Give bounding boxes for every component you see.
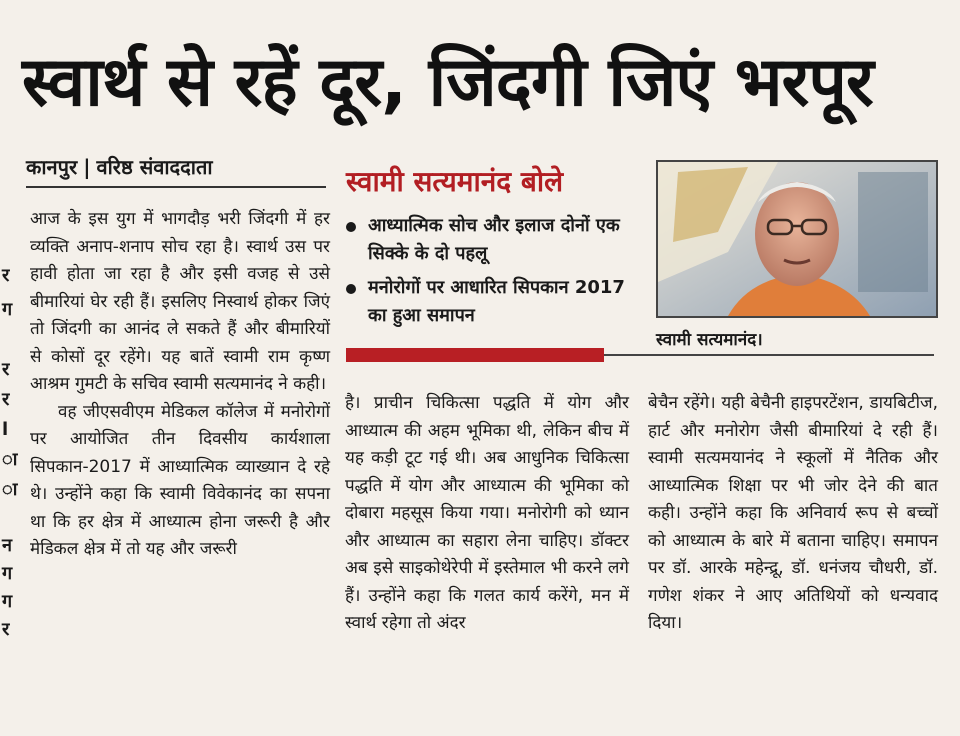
article-column-3	[648, 390, 938, 682]
edge-fragment: l	[2, 419, 9, 440]
edge-fragment: र	[2, 619, 10, 640]
byline-reporter: वरिष्ठ संवाददाता	[96, 155, 213, 179]
edge-fragment: र	[2, 265, 10, 286]
edge-fragment: ग	[2, 299, 13, 320]
edge-fragment: न	[2, 535, 12, 556]
byline	[26, 152, 326, 182]
photo-caption: स्वामी सत्यमानंद।	[656, 330, 763, 350]
cropped-previous-column	[0, 200, 18, 660]
article-column-1	[30, 206, 330, 676]
byline-rule	[26, 186, 326, 188]
byline-separator: |	[83, 155, 91, 179]
bullet-dot-icon	[346, 222, 356, 232]
headline: स्वार्थ से रहें दूर, जिंदगी जिएं भरपूर	[22, 43, 873, 122]
article-paragraph: बेचैन रहेंगे। यही बेचैनी हाइपरटेंशन, डायबिटीज, हार्ट और मनोरोग जैसी बीमारियां दे रही हैं। स्वामी सत्यमयानंद ने स्कूलों में नैतिक और आध्यात्मिक शिक्षा पर भी जोर देने की बात कही। उन्होंने कहा कि अनिवार्य रूप से बच्चों को आध्यात्म के बारे में बताना चाहिए। समापन पर डॉ. आरके महेन्द्रू, डॉ. धनंजय चौधरी, डॉ. गणेश शंकर ने आए अतिथियों को धन्यवाद दिया।	[648, 393, 938, 633]
edge-fragment: ा	[2, 479, 18, 500]
byline-location: कानपुर	[26, 155, 78, 179]
article-paragraph: है। प्राचीन चिकित्सा पद्धति में योग और आध्यात्म की अहम भूमिका थी, लेकिन बीच में यह कड़ी टूट गई थी। अब आधुनिक चिकित्सा पद्धति में योग और आध्यात्म की भूमिका को दोबारा महसूस किया गया। मनोरोगी को ध्यान और आध्यात्म का सहारा लेना चाहिए। डॉक्टर अब इसे साइकोथेरेपी में इस्तेमाल भी करने लगे हैं। उन्होंने कहा कि गलत कार्य करेंगे, मन में स्वार्थ रहेगा तो अंदर	[345, 393, 629, 633]
bullet-dot-icon	[346, 284, 356, 294]
article-paragraph: आज के इस युग में भागदौड़ भरी जिंदगी में हर व्यक्ति अनाप-शनाप सोच रहा है। स्वार्थ उस पर हावी होता जा रहा है और इसी वजह से उसे बीमारियां घेर रही हैं। इसलिए निस्वार्थ होकर जिएं तो जिंदगी का आनंद ले सकते हैं और बीमारियों से कोसों दूर रहेंगे। यह बातें स्वामी राम कृष्ण आश्रम गुमटी के सचिव स्वामी सत्यमानंद ने कही।	[30, 209, 330, 394]
bullet-text: मनोरोगों पर आधारित सिपकान 2017 का हुआ समापन	[368, 277, 625, 326]
article-paragraph: वह जीएसवीएम मेडिकल कॉलेज में मनोरोगों पर आयोजित तीन दिवसीय कार्यशाला सिपकान-2017 में आध्यात्मिक व्याख्यान दे रहे थे। उन्होंने कहा कि स्वामी विवेकानंद का सपना था कि हर क्षेत्र में आध्यात्म होना जरूरी है और मेडिकल क्षेत्र में तो यह और जरूरी	[30, 401, 330, 559]
edge-fragment: ग	[2, 591, 13, 612]
portrait-illustration	[658, 162, 936, 316]
bullet-text: आध्यात्मिक सोच और इलाज दोनों एक सिक्के के दो पहलू	[368, 215, 620, 264]
edge-fragment: र	[2, 389, 10, 410]
edge-fragment: ा	[2, 449, 18, 470]
subheadline: स्वामी सत्यमानंद बोले	[346, 165, 564, 198]
bullet-item	[346, 212, 646, 268]
portrait-photo	[656, 160, 938, 318]
edge-fragment: र	[2, 359, 10, 380]
red-divider-bar	[346, 348, 604, 362]
highlight-bullets	[346, 212, 646, 342]
bullet-item	[346, 274, 646, 330]
article-column-2	[345, 390, 629, 682]
edge-fragment: ग	[2, 563, 13, 584]
section-rule	[604, 354, 934, 356]
